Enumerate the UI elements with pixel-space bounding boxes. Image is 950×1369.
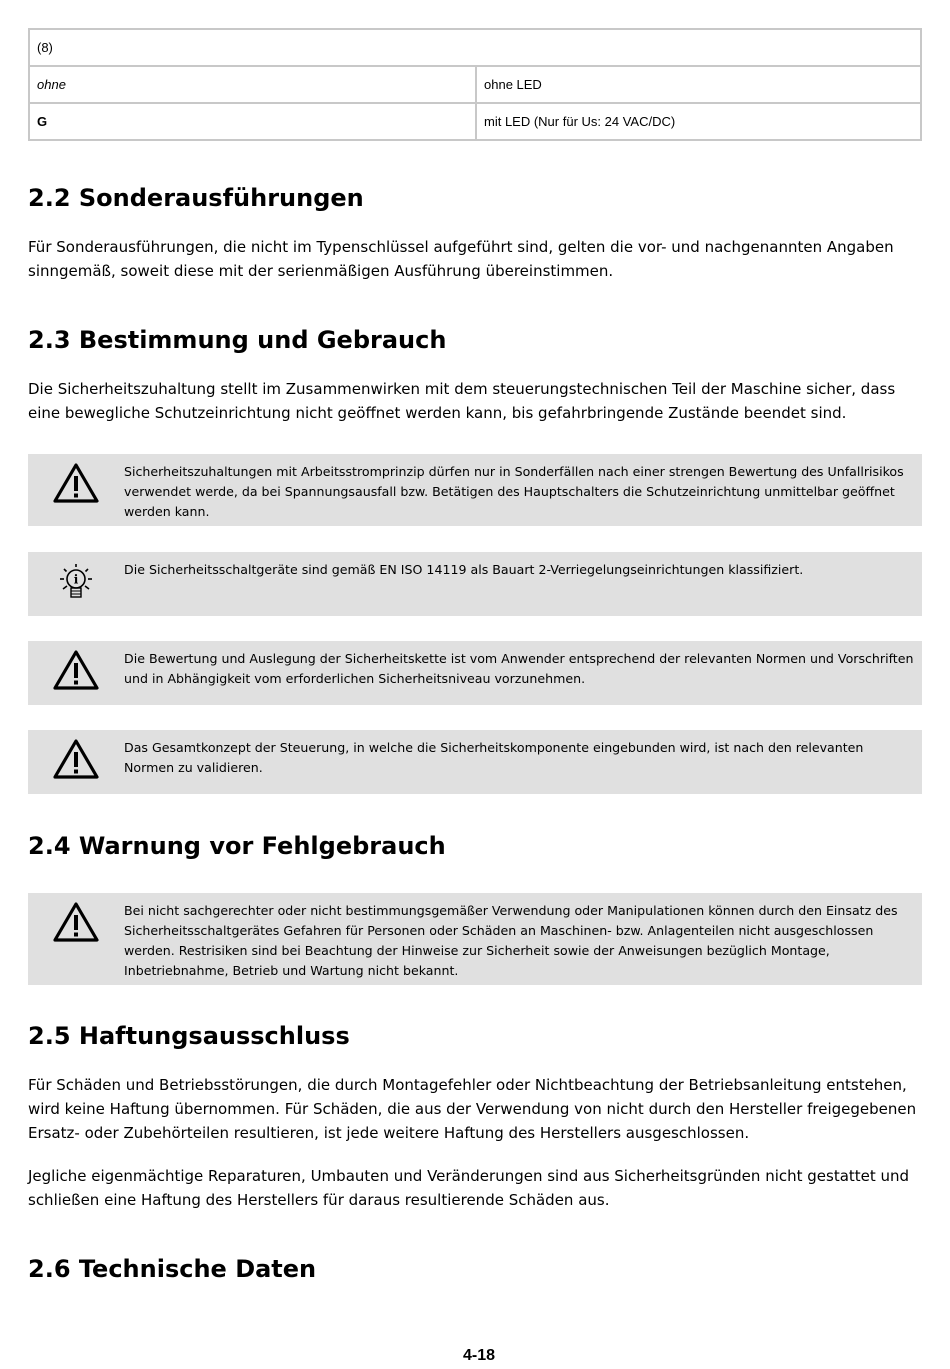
warning-note [28, 730, 922, 794]
note-text: Bei nicht sachgerechter oder nicht bestimmungsgemäßer Verwendung oder Manipulationen können durch den Einsatz des Sicherheitsschaltgerätes Gefahren für Personen oder Schäden an Maschinen- bzw. Anlagenteilen nicht ausgeschlossen werden. Restrisiken sind bei Beachtung der Hinweise zur Sicherheit sowie der Anweisungen bezüglich Montage, Inbetriebnahme, Betrieb und Wartung nicht bekannt. [124, 903, 898, 978]
variant-table [28, 28, 922, 141]
warning-note [28, 641, 922, 705]
section-2-2-text: Für Sonderausführungen, die nicht im Typenschlüssel aufgeführt sind, gelten die vor- und nachgenannten Angaben sinngemäß, soweit diese mit der serienmäßigen Ausführung übereinstimmen. [28, 238, 894, 280]
section-heading-2-3: 2.3 Bestimmung und Gebrauch [28, 326, 447, 354]
table-cell-desc: mit LED (Nur für Us: 24 VAC/DC) [476, 103, 921, 140]
note-text: Die Sicherheitsschaltgeräte sind gemäß EN ISO 14119 als Bauart 2-Verriegelungseinrichtungen klassifiziert. [124, 562, 804, 577]
warning-icon [53, 738, 99, 780]
table-header-row [29, 29, 921, 66]
section-2-5-paragraph: Jegliche eigenmächtige Reparaturen, Umbauten und Veränderungen sind aus Sicherheitsgründen nicht gestattet und schließen eine Haftung des Herstellers für daraus resultierende Schäden aus. [28, 1167, 910, 1209]
warning-note [28, 893, 922, 985]
page-number: 4-18 [462, 1347, 496, 1364]
table-cell-desc: ohne LED [476, 66, 921, 103]
warning-icon [53, 649, 99, 691]
section-heading-2-6: 2.6 Technische Daten [28, 1255, 317, 1283]
section-heading-2-4: 2.4 Warnung vor Fehlgebrauch [28, 832, 446, 860]
note-text: Das Gesamtkonzept der Steuerung, in welche die Sicherheitskomponente eingebunden wird, ist nach den relevanten Normen zu validieren. [124, 740, 864, 775]
section-2-5-paragraph: Für Schäden und Betriebsstörungen, die durch Montagefehler oder Nichtbeachtung der Betriebsanleitung entstehen, wird keine Haftung übernommen. Für Schäden, die aus der Verwendung von nicht durch den Hersteller freigegebenen Ersatz- oder Zubehörteilen resultieren, ist jede weitere Haftung des Herstellers ausgeschlossen. [28, 1076, 917, 1142]
info-bulb-icon [53, 562, 99, 604]
section-heading-2-2: 2.2 Sonderausführungen [28, 184, 364, 212]
table-cell-code: ohne [29, 66, 476, 103]
table-cell-code: G [29, 103, 476, 140]
warning-note [28, 454, 922, 526]
table-row [29, 66, 921, 103]
table-header-cell: (8) [29, 29, 921, 66]
svg-text:i: i [73, 572, 79, 587]
section-2-3-text: Die Sicherheitszuhaltung stellt im Zusammenwirken mit dem steuerungstechnischen Teil der Maschine sicher, dass eine bewegliche Schutzeinrichtung nicht geöffnet werden kann, bis gefahrbringende Zustände beendet sind. [28, 380, 896, 422]
info-note [28, 552, 922, 616]
note-text: Die Bewertung und Auslegung der Sicherheitskette ist vom Anwender entsprechend der relevanten Normen und Vorschriften und in Abhängigkeit vom erforderlichen Sicherheitsniveau vorzunehmen. [124, 651, 914, 686]
note-text: Sicherheitszuhaltungen mit Arbeitsstromprinzip dürfen nur in Sonderfällen nach einer strengen Bewertung des Unfallrisikos verwendet werde, da bei Spannungsausfall bzw. Betätigen des Hauptschalters die Schutzeinrichtung unmittelbar geöffnet werden kann. [124, 464, 904, 519]
warning-icon [53, 901, 99, 943]
section-heading-2-5: 2.5 Haftungsausschluss [28, 1022, 350, 1050]
table-row [29, 103, 921, 140]
warning-icon [53, 462, 99, 504]
